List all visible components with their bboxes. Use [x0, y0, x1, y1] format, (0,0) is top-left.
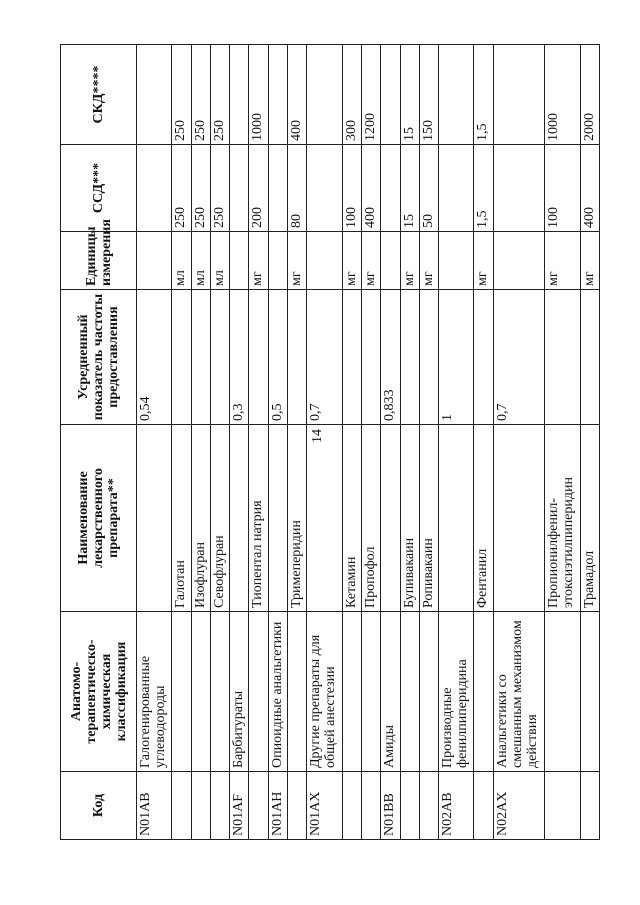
- header-unit: Единицы измерения: [61, 232, 137, 290]
- cell-freq: [545, 290, 580, 425]
- table-row: [172, 45, 191, 840]
- cell-ssd: 100: [545, 145, 580, 232]
- cell-freq: 0,7: [493, 290, 544, 425]
- cell-skd: [439, 45, 474, 145]
- cell-atc: [361, 612, 380, 772]
- cell-code: [474, 772, 493, 840]
- cell-drug: Пропионилфенил-этоксиэтилпиперидин: [545, 425, 580, 612]
- cell-code: N01AX: [307, 772, 342, 840]
- cell-ssd: 250: [210, 145, 229, 232]
- cell-ssd: [493, 145, 544, 232]
- cell-unit: [230, 232, 249, 290]
- cell-skd: 1,5: [474, 45, 493, 145]
- cell-freq: 0,3: [230, 290, 249, 425]
- cell-unit: [439, 232, 474, 290]
- cell-skd: [137, 45, 172, 145]
- table-row: [137, 45, 172, 840]
- cell-drug: [230, 425, 249, 612]
- cell-drug: [268, 425, 287, 612]
- cell-atc: Амиды: [381, 612, 400, 772]
- cell-code: [172, 772, 191, 840]
- table-row: [580, 45, 599, 840]
- table-row: [493, 45, 544, 840]
- cell-drug: [439, 425, 474, 612]
- cell-freq: [191, 290, 210, 425]
- cell-skd: 1200: [361, 45, 380, 145]
- cell-ssd: 250: [172, 145, 191, 232]
- cell-ssd: 400: [361, 145, 380, 232]
- table-row: [288, 45, 307, 840]
- cell-ssd: [307, 145, 342, 232]
- cell-drug: [307, 425, 342, 612]
- cell-freq: [361, 290, 380, 425]
- cell-unit: мг: [249, 232, 268, 290]
- cell-freq: [172, 290, 191, 425]
- cell-ssd: 100: [342, 145, 361, 232]
- cell-atc: [342, 612, 361, 772]
- cell-drug: Изофлуран: [191, 425, 210, 612]
- cell-skd: 250: [210, 45, 229, 145]
- cell-atc: Барбитураты: [230, 612, 249, 772]
- cell-code: N01AH: [268, 772, 287, 840]
- cell-atc: Другие препараты для общей анестезии: [307, 612, 342, 772]
- table-row: [474, 45, 493, 840]
- cell-freq: 0,833: [381, 290, 400, 425]
- cell-unit: мг: [342, 232, 361, 290]
- cell-skd: 250: [172, 45, 191, 145]
- cell-freq: 1: [439, 290, 474, 425]
- cell-skd: 1000: [249, 45, 268, 145]
- header-atc: Анатомо-терапевтическо-химическая классификация: [61, 612, 137, 772]
- table-row: [381, 45, 400, 840]
- cell-skd: [381, 45, 400, 145]
- cell-unit: [137, 232, 172, 290]
- page-number: 14: [310, 429, 325, 443]
- cell-atc: [545, 612, 580, 772]
- cell-code: [419, 772, 438, 840]
- cell-atc: [419, 612, 438, 772]
- cell-drug: Тримеперидин: [288, 425, 307, 612]
- cell-drug: Тиопентал натрия: [249, 425, 268, 612]
- cell-drug: [493, 425, 544, 612]
- cell-unit: мл: [210, 232, 229, 290]
- cell-atc: Галогенированные углеводороды: [137, 612, 172, 772]
- cell-unit: мг: [288, 232, 307, 290]
- cell-atc: [474, 612, 493, 772]
- cell-freq: [210, 290, 229, 425]
- cell-ssd: 80: [288, 145, 307, 232]
- cell-skd: 2000: [580, 45, 599, 145]
- cell-unit: мг: [580, 232, 599, 290]
- cell-ssd: [381, 145, 400, 232]
- table-row: [230, 45, 249, 840]
- cell-code: N01BB: [381, 772, 400, 840]
- cell-ssd: [137, 145, 172, 232]
- cell-unit: мг: [474, 232, 493, 290]
- cell-unit: мг: [545, 232, 580, 290]
- cell-ssd: [439, 145, 474, 232]
- cell-freq: [580, 290, 599, 425]
- cell-unit: мг: [419, 232, 438, 290]
- cell-atc: Опиоидные анальгетики: [268, 612, 287, 772]
- cell-code: [580, 772, 599, 840]
- cell-drug: Галотан: [172, 425, 191, 612]
- table-row: [210, 45, 229, 840]
- cell-drug: Кетамин: [342, 425, 361, 612]
- cell-unit: мл: [172, 232, 191, 290]
- cell-drug: Фентанил: [474, 425, 493, 612]
- cell-ssd: [230, 145, 249, 232]
- cell-code: [249, 772, 268, 840]
- drug-table: [60, 44, 600, 840]
- table-row: [361, 45, 380, 840]
- cell-unit: [493, 232, 544, 290]
- cell-drug: Севофлуран: [210, 425, 229, 612]
- cell-skd: 150: [419, 45, 438, 145]
- cell-skd: 300: [342, 45, 361, 145]
- cell-skd: [230, 45, 249, 145]
- cell-atc: [172, 612, 191, 772]
- table-row: [249, 45, 268, 840]
- cell-unit: [268, 232, 287, 290]
- cell-code: [545, 772, 580, 840]
- cell-freq: 0,54: [137, 290, 172, 425]
- table-row: [191, 45, 210, 840]
- header-drug: Наименование лекарственного препарата**: [61, 425, 137, 612]
- cell-atc: [288, 612, 307, 772]
- rotated-table-container: [60, 45, 600, 840]
- cell-unit: мг: [400, 232, 419, 290]
- cell-atc: Анальгетики со смешанным механизмом действия: [493, 612, 544, 772]
- cell-drug: Ропивакаин: [419, 425, 438, 612]
- cell-atc: [400, 612, 419, 772]
- cell-ssd: [268, 145, 287, 232]
- cell-freq: 0,7: [307, 290, 342, 425]
- cell-unit: мл: [191, 232, 210, 290]
- cell-code: [400, 772, 419, 840]
- cell-unit: мг: [361, 232, 380, 290]
- cell-atc: [210, 612, 229, 772]
- header-code: Код: [61, 772, 137, 840]
- cell-freq: [474, 290, 493, 425]
- cell-code: [288, 772, 307, 840]
- cell-drug: [137, 425, 172, 612]
- cell-freq: [419, 290, 438, 425]
- cell-code: [210, 772, 229, 840]
- cell-skd: [307, 45, 342, 145]
- cell-code: N01AB: [137, 772, 172, 840]
- table-row: [268, 45, 287, 840]
- cell-ssd: 200: [249, 145, 268, 232]
- cell-ssd: 400: [580, 145, 599, 232]
- cell-drug: Пропофол: [361, 425, 380, 612]
- cell-atc: [249, 612, 268, 772]
- header-freq: Усредненный показатель частоты предоставления: [61, 290, 137, 425]
- header-skd: СКД****: [61, 45, 137, 145]
- table-row: [419, 45, 438, 840]
- cell-freq: [342, 290, 361, 425]
- cell-drug: Трамадол: [580, 425, 599, 612]
- cell-code: N02AB: [439, 772, 474, 840]
- cell-skd: [268, 45, 287, 145]
- cell-freq: [288, 290, 307, 425]
- cell-code: N01AF: [230, 772, 249, 840]
- table-row: [439, 45, 474, 840]
- cell-freq: [249, 290, 268, 425]
- cell-atc: Производные фенилпиперидина: [439, 612, 474, 772]
- cell-unit: [307, 232, 342, 290]
- cell-atc: [580, 612, 599, 772]
- table-header-row: [61, 45, 137, 840]
- cell-drug: Бупивакаин: [400, 425, 419, 612]
- table-row: [342, 45, 361, 840]
- cell-code: [191, 772, 210, 840]
- cell-drug: [381, 425, 400, 612]
- cell-skd: 15: [400, 45, 419, 145]
- cell-code: N02AX: [493, 772, 544, 840]
- cell-ssd: 1,5: [474, 145, 493, 232]
- cell-skd: 1000: [545, 45, 580, 145]
- cell-freq: [400, 290, 419, 425]
- cell-atc: [191, 612, 210, 772]
- cell-freq: 0,5: [268, 290, 287, 425]
- cell-skd: 250: [191, 45, 210, 145]
- cell-code: [361, 772, 380, 840]
- cell-code: [342, 772, 361, 840]
- cell-skd: [493, 45, 544, 145]
- table-row: [545, 45, 580, 840]
- table-row: [307, 45, 342, 840]
- table-row: [400, 45, 419, 840]
- cell-skd: 400: [288, 45, 307, 145]
- cell-ssd: 50: [419, 145, 438, 232]
- header-ssd: ССД***: [61, 145, 137, 232]
- cell-ssd: 15: [400, 145, 419, 232]
- cell-unit: [381, 232, 400, 290]
- cell-ssd: 250: [191, 145, 210, 232]
